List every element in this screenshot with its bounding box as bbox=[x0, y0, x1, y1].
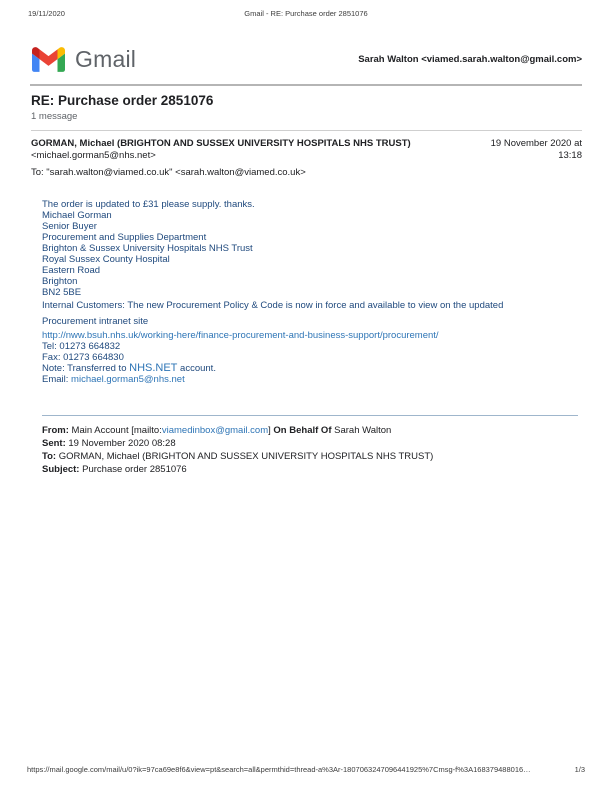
sender-block bbox=[31, 138, 411, 179]
quoted-subject-line: Subject: Purchase order 2851076 bbox=[42, 464, 187, 475]
quoted-from-line: From: Main Account [mailto:viamedinbox@gmail.com] On Behalf Of Sarah Walton bbox=[42, 425, 392, 436]
quoted-to-line: To: GORMAN, Michael (BRIGHTON AND SUSSEX UNIVERSITY HOSPITALS NHS TRUST) bbox=[42, 451, 434, 462]
procurement-notice: Internal Customers: The new Procurement Policy & Code is now in force and available to view on the updated Procurement intranet site bbox=[42, 300, 504, 327]
signature-postcode: BN2 5BE bbox=[42, 287, 82, 298]
sender-email-link[interactable]: michael.gorman5@nhs.net bbox=[71, 374, 185, 385]
message-date-line2: 13:18 bbox=[558, 150, 582, 161]
message-date bbox=[491, 138, 582, 179]
signature-city: Brighton bbox=[42, 276, 78, 287]
thread-content bbox=[31, 93, 582, 476]
print-header-title: Gmail - RE: Purchase order 2851076 bbox=[244, 9, 368, 18]
sender-email: <michael.gorman5@nhs.net> bbox=[31, 150, 156, 161]
print-footer bbox=[27, 765, 585, 774]
subject-title: RE: Purchase order 2851076 bbox=[31, 93, 214, 108]
header-divider bbox=[30, 84, 582, 86]
signature-role: Senior Buyer bbox=[42, 221, 97, 232]
message-date-line1: 19 November 2020 at bbox=[490, 138, 582, 149]
note-line: Note: Transferred to NHS.NET account. bbox=[42, 362, 216, 374]
tel-line: Tel: 01273 664832 bbox=[42, 341, 121, 352]
message-count: 1 message bbox=[31, 111, 78, 122]
signature-name: Michael Gorman bbox=[42, 210, 112, 221]
quoted-message-header bbox=[42, 424, 582, 476]
intranet-link-line bbox=[42, 330, 582, 341]
nhsnet-link[interactable]: NHS.NET bbox=[129, 362, 178, 374]
mailto-link[interactable]: viamedinbox@gmail.com bbox=[161, 425, 269, 436]
print-header-date: 19/11/2020 bbox=[28, 9, 65, 18]
sender-name: GORMAN, Michael (BRIGHTON AND SUSSEX UNIVERSITY HOSPITALS NHS TRUST) bbox=[31, 138, 411, 149]
fax-line: Fax: 01273 664830 bbox=[42, 352, 124, 363]
page-number: 1/3 bbox=[574, 765, 585, 774]
gmail-logo bbox=[32, 46, 136, 73]
email-body bbox=[42, 199, 582, 476]
signature-street: Eastern Road bbox=[42, 265, 101, 276]
recipient-line: To: "sarah.walton@viamed.co.uk" <sarah.walton@viamed.co.uk> bbox=[31, 167, 306, 178]
print-footer-url: https://mail.google.com/mail/u/0?ik=97ca69e8f6&view=pt&search=all&permthid=thread-a%3Ar-1807063247096441925%7Cmsg-f%3A168379488016… bbox=[27, 765, 531, 774]
message-header bbox=[31, 138, 582, 179]
signature-hospital: Royal Sussex County Hospital bbox=[42, 254, 170, 265]
subject-divider bbox=[31, 130, 582, 131]
signature-department: Procurement and Supplies Department bbox=[42, 232, 207, 243]
account-identity: Sarah Walton <viamed.sarah.walton@gmail.com> bbox=[358, 53, 582, 65]
signature-trust: Brighton & Sussex University Hospitals NHS Trust bbox=[42, 243, 253, 254]
print-header bbox=[28, 9, 584, 19]
quoted-sent-line: Sent: 19 November 2020 08:28 bbox=[42, 438, 176, 449]
email-line: Email: michael.gorman5@nhs.net bbox=[42, 374, 185, 385]
gmail-m-icon bbox=[32, 47, 65, 72]
quoted-message-divider bbox=[42, 415, 578, 416]
opening-line: The order is updated to £31 please supply. thanks. bbox=[42, 199, 255, 210]
gmail-header-row bbox=[32, 42, 582, 76]
intranet-link[interactable]: http://nww.bsuh.nhs.uk/working-here/finance-procurement-and-business-support/procurement/ bbox=[42, 330, 439, 341]
gmail-wordmark: Gmail bbox=[75, 45, 137, 72]
